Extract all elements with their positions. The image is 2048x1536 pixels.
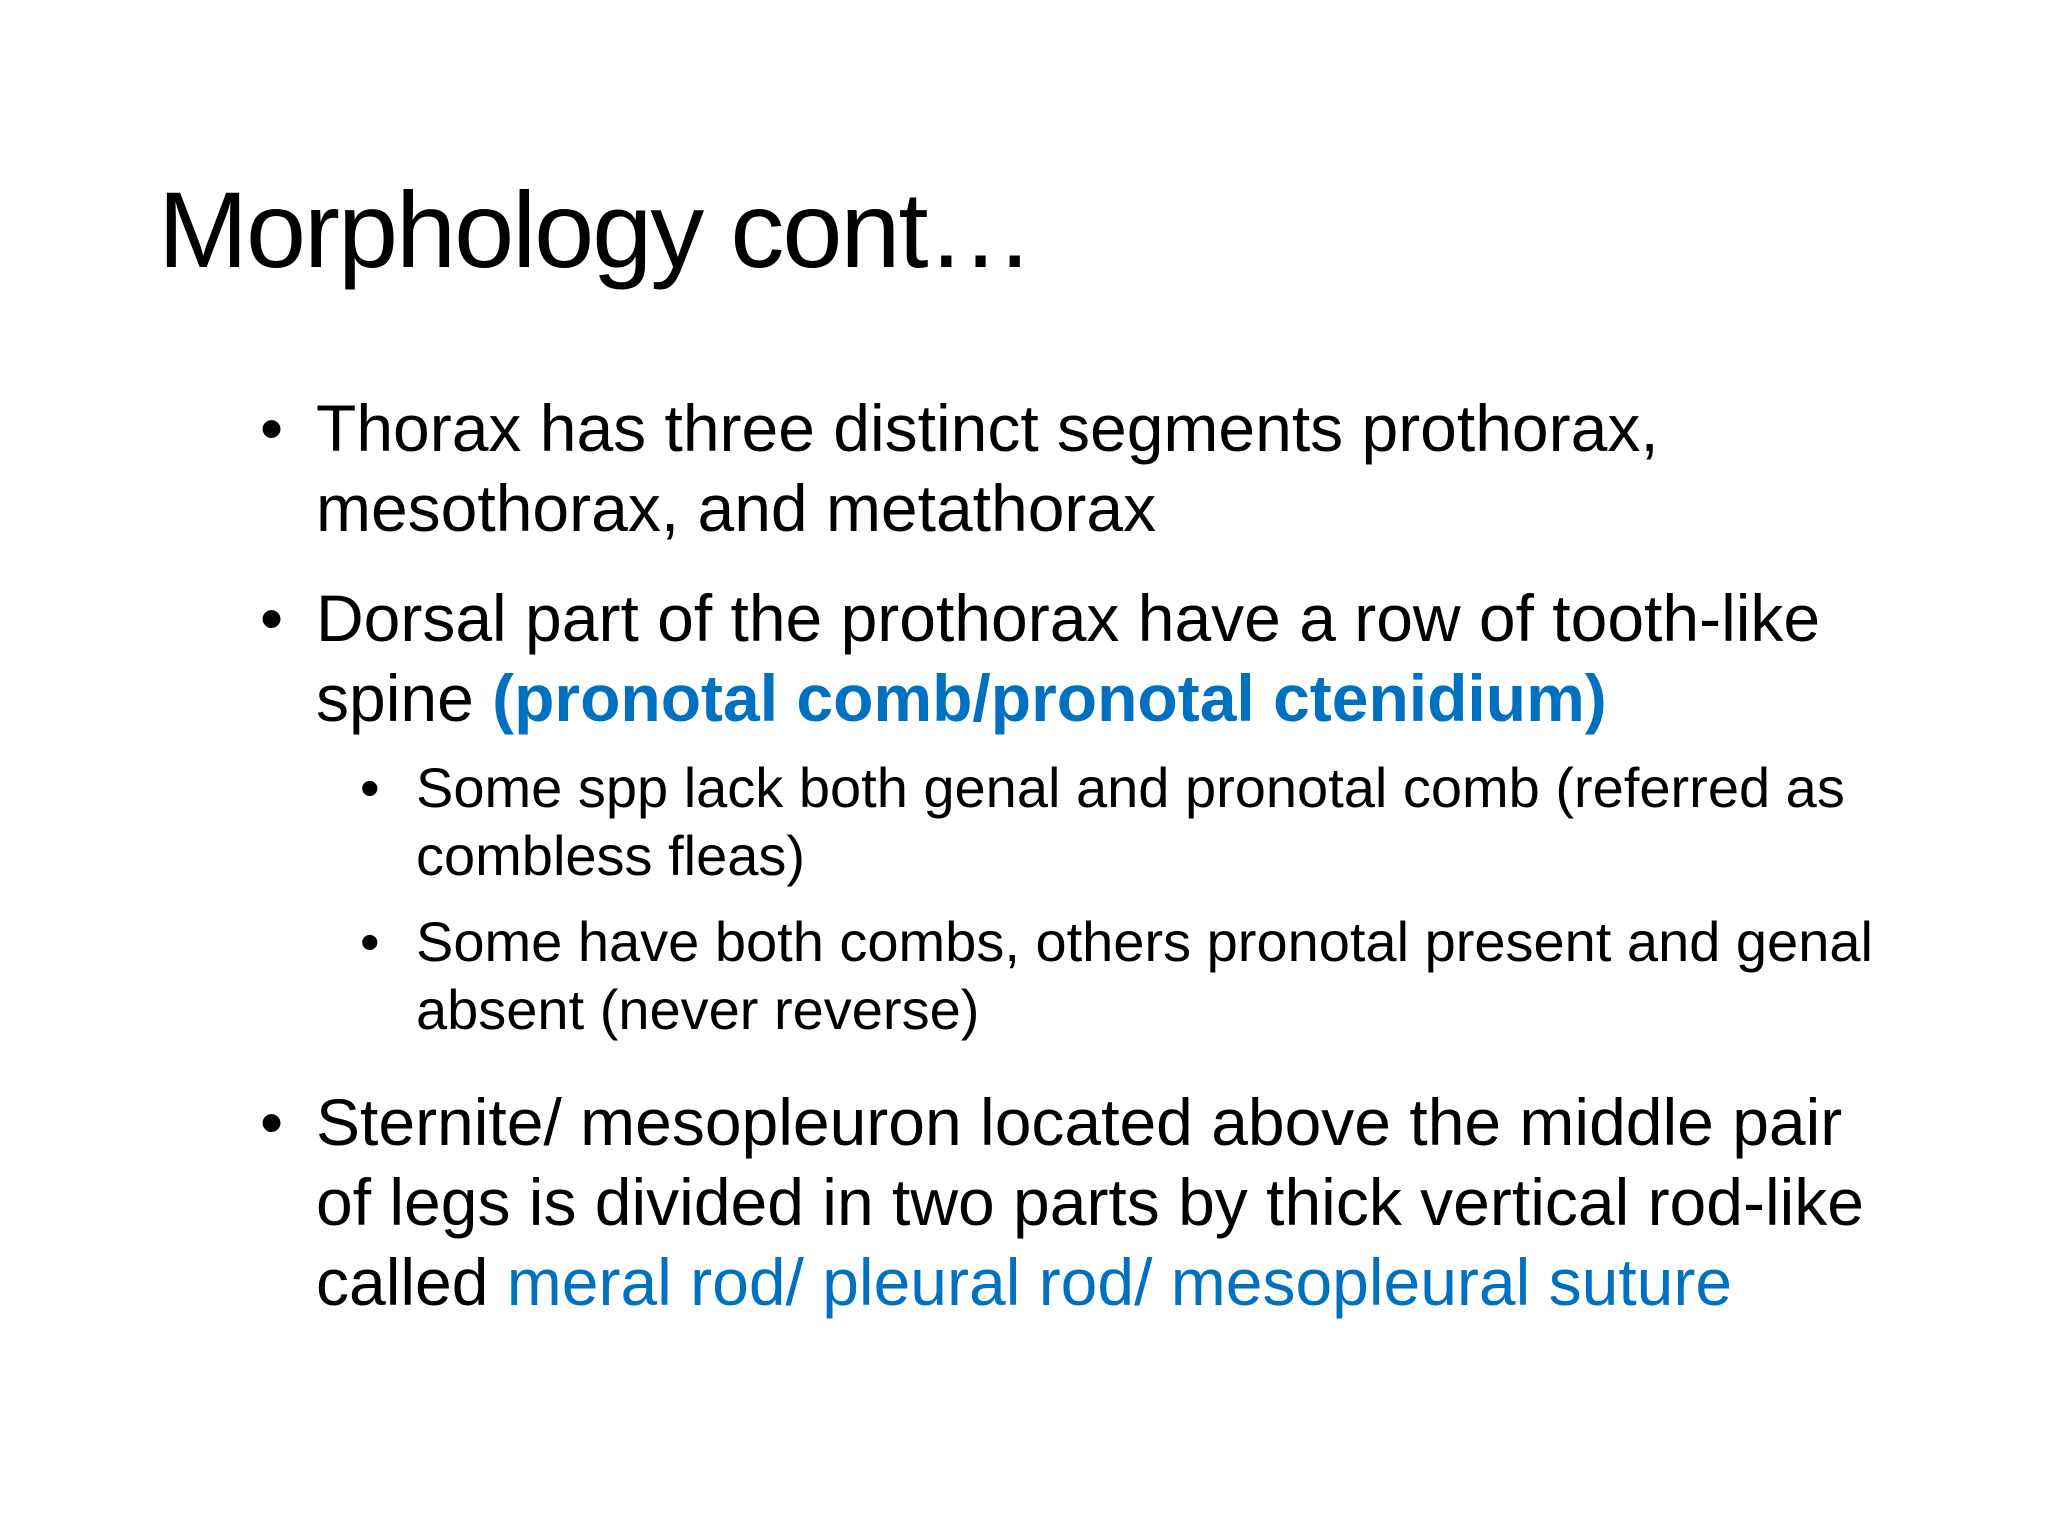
bullet-point-thorax-segments xyxy=(260,388,1900,548)
bullet-text: Dorsal part of the prothorax have a row of tooth-like spine xyxy=(316,581,1821,735)
bullet-dot-icon: • xyxy=(360,756,380,819)
bullet-text: Sternite/ mesopleuron located above the middle pair of legs is divided in two parts by thick vertical rod-like called xyxy=(316,1085,1864,1319)
sub-bullet-text: Some have both combs, others pronotal present and genal absent (never reverse) xyxy=(416,910,1873,1041)
sub-bullet-combless-fleas xyxy=(360,754,1900,890)
sub-bullet-both-combs xyxy=(360,908,1900,1044)
bullet-dot-icon: • xyxy=(260,1085,284,1159)
bullet-dot-icon: • xyxy=(360,910,380,973)
bullet-point-meral-rod xyxy=(260,1082,1900,1322)
highlighted-term: (pronotal comb/pronotal ctenidium) xyxy=(492,661,1607,735)
sub-bullet-text: Some spp lack both genal and pronotal comb (referred as combless fleas) xyxy=(416,756,1845,887)
bullet-dot-icon: • xyxy=(260,581,284,655)
slide-body xyxy=(260,388,1900,1352)
bullet-dot-icon: • xyxy=(260,391,284,465)
sub-bullet-list xyxy=(260,754,1900,1044)
slide-title: Morphology cont… xyxy=(158,169,1033,290)
bullet-text: Thorax has three distinct segments prothorax, mesothorax, and metathorax xyxy=(316,391,1659,545)
bullet-point-pronotal-comb xyxy=(260,578,1900,738)
highlighted-term: meral rod/ pleural rod/ mesopleural suture xyxy=(506,1245,1733,1319)
